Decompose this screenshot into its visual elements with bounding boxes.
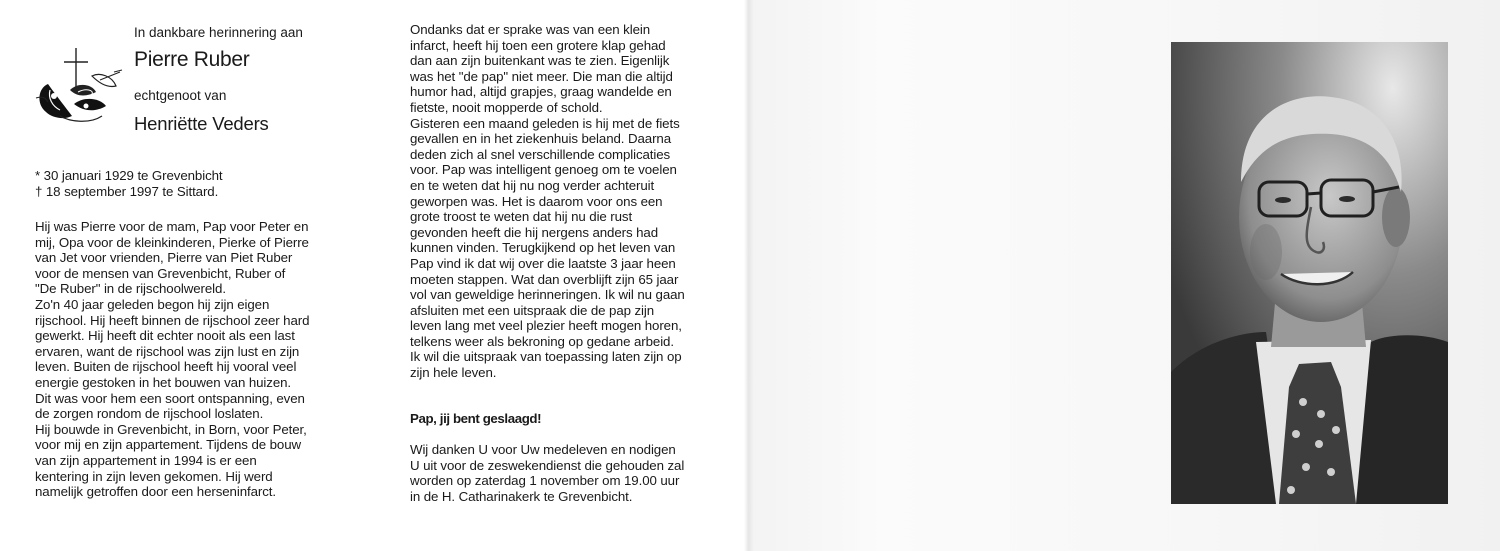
portrait-illustration [1171,42,1448,504]
text-line: ervaren, want de rijschool was zijn lust en zijn [35,343,300,359]
text-line: Ondanks dat er sprake was van een klein [410,22,651,37]
text-line: was het "de pap" niet meer. Die man die altijd [410,68,673,84]
text-line: van Jet voor vrienden, Pierre van Piet Ruber [35,250,293,266]
text-line: geworpen was. Het is daarom voor ons een [410,193,663,209]
text-line: dan aan zijn buitenkant was te zien. Eigenlijk [410,53,670,69]
spouse-name: Henriëtte Veders [134,113,269,134]
text-line: "De Ruber" in de rijschoolwereld. [35,281,226,297]
text-line: U uit voor de zeswekendienst die gehouden zal [410,457,685,473]
text-line: humor had, altijd grapjes, graag wandelde en [410,84,672,100]
intro-text: In dankbare herinnering aan [134,25,303,40]
text-line: Hij bouwde in Grevenbicht, in Born, voor Peter, [35,421,307,437]
text-line: gevallen en in het ziekenhuis beland. Daarna [410,131,671,147]
text-line: gewerkt. Hij heeft dit echter nooit als een last [35,328,295,344]
text-line: voor mij en zijn appartement. Tijdens de bouw [35,437,302,453]
dates-block [35,168,223,199]
text-line: mij, Opa voor de kleinkinderen, Pierke of Pierre [35,234,309,250]
text-line: kentering in zijn leven gekomen. Hij werd [35,468,273,484]
text-line: telkens weer als bekroning op gedane arbeid. [410,333,674,349]
text-line: kunnen vinden. Terugkijkend op het leven van [410,240,676,256]
text-line: afsluiten met een uitspraak die de pap zijn [410,302,655,318]
text-line: van zijn appartement in 1994 is er een [35,452,257,468]
text-line: Zo'n 40 jaar geleden begon hij zijn eigen [35,296,270,312]
text-line: grote troost te weten dat hij nu die rust [410,209,633,225]
text-line: infarct, heeft hij toen een grotere klap gehad [410,37,666,53]
text-line: namelijk getroffen door een herseninfarct. [35,484,276,500]
closing-text [410,442,684,504]
text-line: en te weten dat hij nu nog verder achteruit [410,177,655,193]
text-line: gevonden heeft die hij nergens anders had [410,224,658,240]
deceased-name: Pierre Ruber [134,48,250,71]
text-line: Dit was voor hem een soort ontspanning, even [35,390,305,406]
card-fold [744,0,754,551]
text-line: worden op zaterdag 1 november om 19.00 uur [410,473,680,489]
text-line: zijn hele leven. [410,365,497,381]
text-line: voor. Pap was intelligent genoeg om te voelen [410,162,677,178]
text-line: in de H. Catharinakerk te Grevenbicht. [410,488,633,504]
text-line: leven lang met veel plezier heeft mogen horen, [410,318,682,334]
text-line: fietste, nooit mopperde of schold. [410,99,603,115]
text-line: vol van geweldige herinneringen. Ik wil nu gaan [410,287,685,303]
text-line: moeten stappen. Wat dan overblijft zijn 65 jaar [410,271,679,287]
text-line: Pap vind ik dat wij over die laatste 3 jaar heen [410,255,676,271]
slogan: Pap, jij bent geslaagd! [410,411,542,426]
text-line: Wij danken U voor Uw medeleven en nodigen [410,442,676,457]
text-line: rijschool. Hij heeft binnen de rijschool zeer hard [35,312,310,328]
spouse-label: echtgenoot van [134,88,227,103]
text-line: Ik wil die uitspraak van toepassing laten zijn op [410,349,682,365]
death-date: † 18 september 1997 te Sittard. [35,183,219,199]
birth-date: * 30 januari 1929 te Grevenbicht [35,168,223,183]
right-column-text [410,22,685,381]
text-line: Gisteren een maand geleden is hij met de fiets [410,115,680,131]
text-line: Hij was Pierre voor de mam, Pap voor Peter en [35,219,309,234]
cross-with-flowers-icon [30,46,130,128]
text-line: deden zich al snel verschillende complicaties [410,146,671,162]
text-line: de zorgen rondom de rijschool loslaten. [35,406,264,422]
text-line: voor de mensen van Grevenbicht, Ruber of [35,265,286,281]
text-line: energie gestoken in het bouwen van huizen. [35,374,292,390]
left-column-text [35,219,309,500]
text-line: leven. Buiten de rijschool heeft hij vooral veel [35,359,297,375]
portrait-photo [1171,42,1448,504]
